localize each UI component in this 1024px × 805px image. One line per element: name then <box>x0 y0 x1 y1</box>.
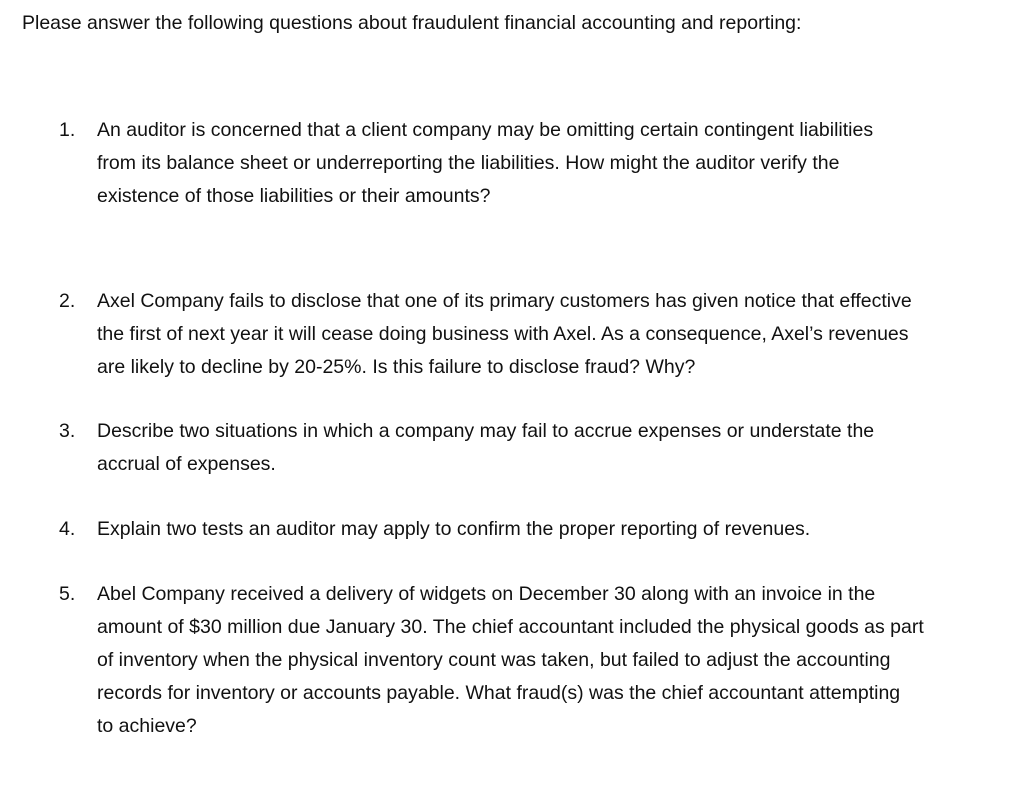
question-line: Abel Company received a delivery of widgets on December 30 along with an invoice in the <box>97 583 876 605</box>
question-text <box>97 114 1007 213</box>
question-number: 5. <box>59 583 76 605</box>
question-number: 2. <box>59 290 76 312</box>
question-line: the first of next year it will cease doing business with Axel. As a consequence, Axel’s revenues <box>97 323 909 345</box>
question-line: amount of $30 million due January 30. The chief accountant included the physical goods as part <box>97 616 924 638</box>
question-text <box>97 285 1007 384</box>
question-line: to achieve? <box>97 715 197 737</box>
question-line: are likely to decline by 20-25%. Is this failure to disclose fraud? Why? <box>97 356 696 378</box>
question-text <box>97 415 1007 481</box>
question-line: An auditor is concerned that a client company may be omitting certain contingent liabilities <box>97 119 874 141</box>
question-line: Axel Company fails to disclose that one of its primary customers has given notice that effective <box>97 290 912 312</box>
question-line: of inventory when the physical inventory count was taken, but failed to adjust the accounting <box>97 649 891 671</box>
question-line: existence of those liabilities or their amounts? <box>97 185 491 207</box>
question-line: accrual of expenses. <box>97 453 276 475</box>
question-text <box>97 513 1007 546</box>
question-number: 4. <box>59 518 76 540</box>
instructions-heading: Please answer the following questions about fraudulent financial accounting and reporting: <box>22 12 802 34</box>
question-text <box>97 578 1007 743</box>
question-line: from its balance sheet or underreporting the liabilities. How might the auditor verify the <box>97 152 840 174</box>
question-line: Explain two tests an auditor may apply to confirm the proper reporting of revenues. <box>97 518 811 540</box>
question-line: records for inventory or accounts payable. What fraud(s) was the chief accountant attempting <box>97 682 901 704</box>
question-number: 1. <box>59 119 76 141</box>
question-number: 3. <box>59 420 76 442</box>
question-line: Describe two situations in which a company may fail to accrue expenses or understate the <box>97 420 875 442</box>
